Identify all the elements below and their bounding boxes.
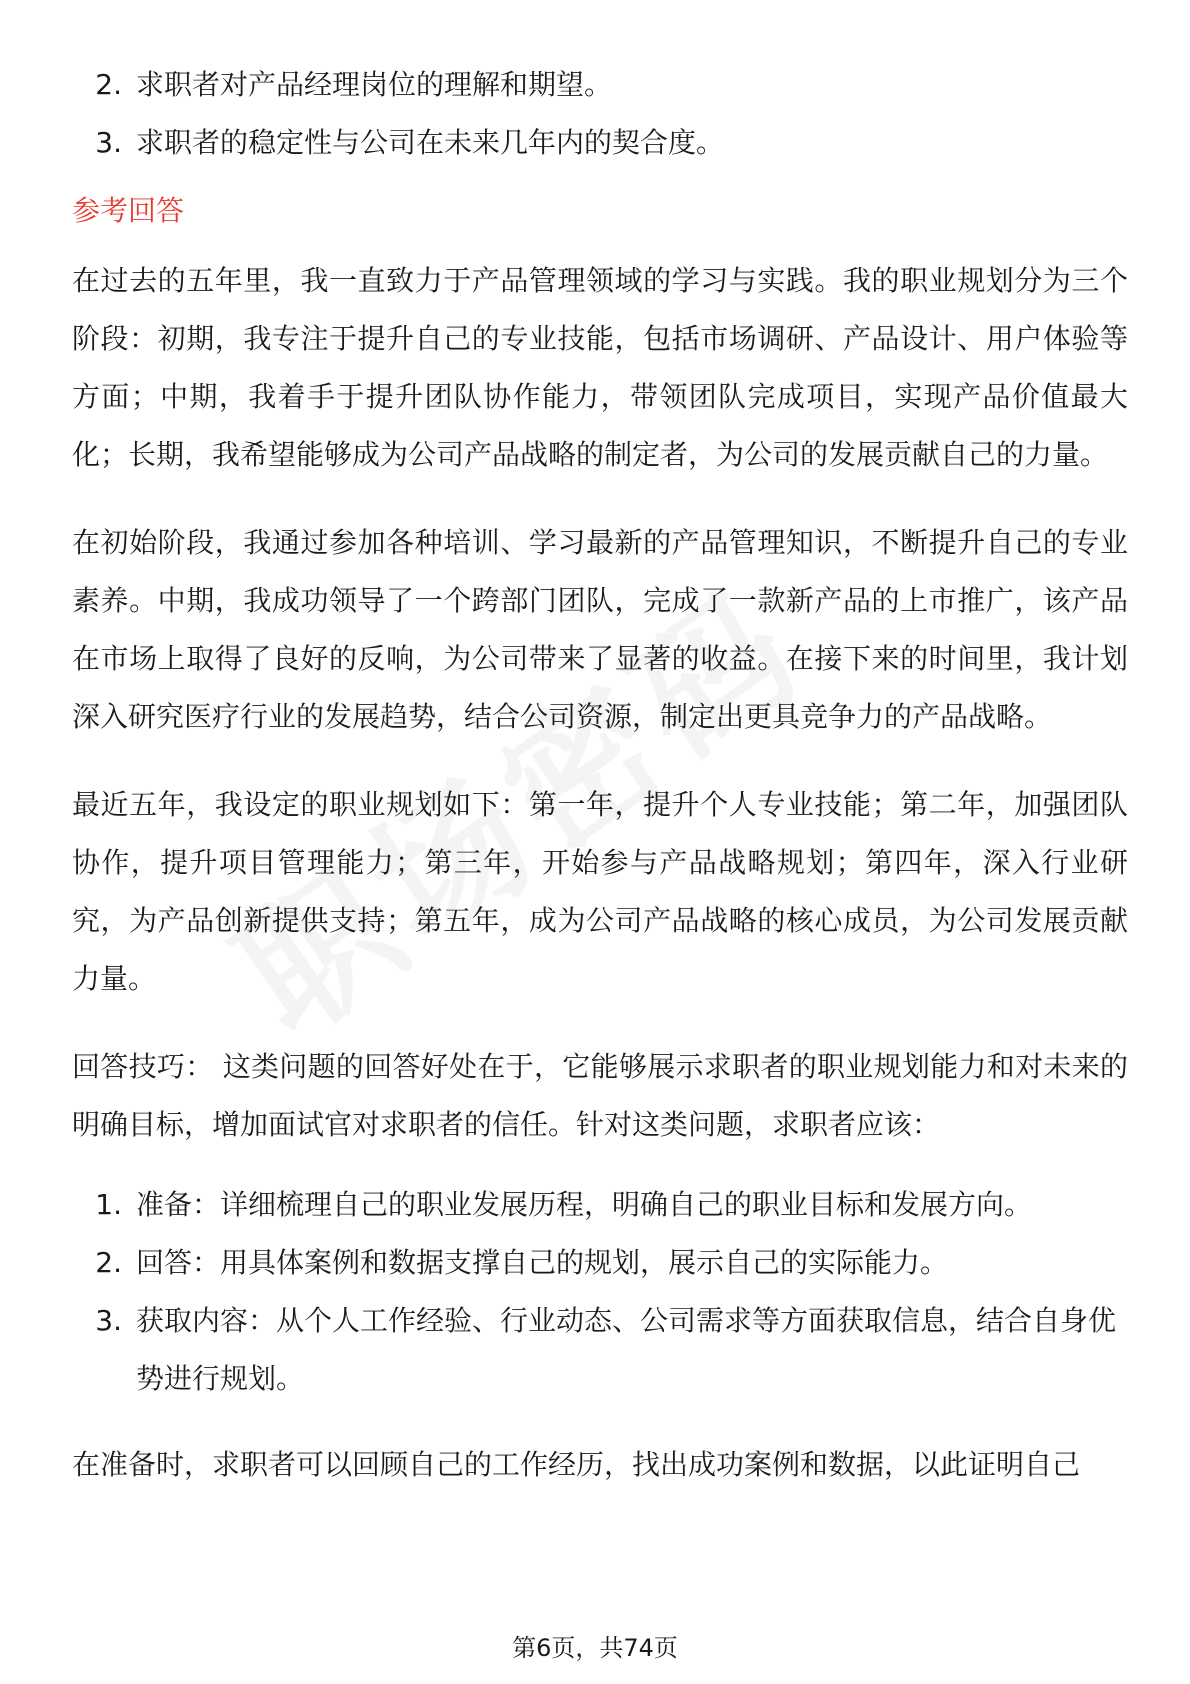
- list-item: [84, 114, 1128, 172]
- tips-numbered-list: [84, 1176, 1128, 1408]
- list-item: [84, 56, 1128, 114]
- list-item: [84, 1292, 1128, 1408]
- paragraph: 在过去的五年里，我一直致力于产品管理领域的学习与实践。我的职业规划分为三个阶段：初期，我专注于提升自己的专业技能，包括市场调研、产品设计、用户体验等方面；中期，我着手于提升团队协作能力，带领团队完成项目，实现产品价值最大化；长期，我希望能够成为公司产品战略的制定者，为公司的发展贡献自己的力量。: [72, 264, 1128, 471]
- list-text: 求职者对产品经理岗位的理解和期望。: [136, 68, 613, 101]
- paragraph: 最近五年，我设定的职业规划如下：第一年，提升个人专业技能；第二年，加强团队协作，提升项目管理能力；第三年，开始参与产品战略规划；第四年，深入行业研究，为产品创新提供支持；第五年，成为公司产品战略的核心成员，为公司发展贡献力量。: [72, 788, 1128, 995]
- list-number: 2.: [95, 1246, 122, 1279]
- list-number: 3.: [95, 126, 122, 159]
- list-number: 2.: [95, 68, 122, 101]
- list-item: [84, 1176, 1128, 1234]
- list-number: 3.: [95, 1304, 122, 1337]
- list-number: 1.: [95, 1188, 122, 1221]
- page-number-footer: 第6页，共74页: [512, 1634, 678, 1662]
- document-page: [72, 56, 1128, 1524]
- top-numbered-list: [84, 56, 1128, 172]
- list-text: 获取内容：从个人工作经验、行业动态、公司需求等方面获取信息，结合自身优势进行规划。: [136, 1304, 1117, 1395]
- paragraph: 在准备时，求职者可以回顾自己的工作经历，找出成功案例和数据，以此证明自己: [72, 1448, 1081, 1481]
- paragraph: 回答技巧： 这类问题的回答好处在于，它能够展示求职者的职业规划能力和对未来的明确目标，增加面试官对求职者的信任。针对这类问题，求职者应该：: [72, 1050, 1128, 1141]
- list-item: [84, 1234, 1128, 1292]
- list-text: 求职者的稳定性与公司在未来几年内的契合度。: [136, 126, 725, 159]
- paragraph: 在初始阶段，我通过参加各种培训、学习最新的产品管理知识，不断提升自己的专业素养。中期，我成功领导了一个跨部门团队，完成了一款新产品的上市推广，该产品在市场上取得了良好的反响，为公司带来了显著的收益。在接下来的时间里，我计划深入研究医疗行业的发展趋势，结合公司资源，制定出更具竞争力的产品战略。: [72, 526, 1128, 733]
- section-heading: 参考回答: [72, 194, 185, 227]
- list-text: 回答：用具体案例和数据支撑自己的规划，展示自己的实际能力。: [136, 1246, 949, 1279]
- list-text: 准备：详细梳理自己的职业发展历程，明确自己的职业目标和发展方向。: [136, 1188, 1033, 1221]
